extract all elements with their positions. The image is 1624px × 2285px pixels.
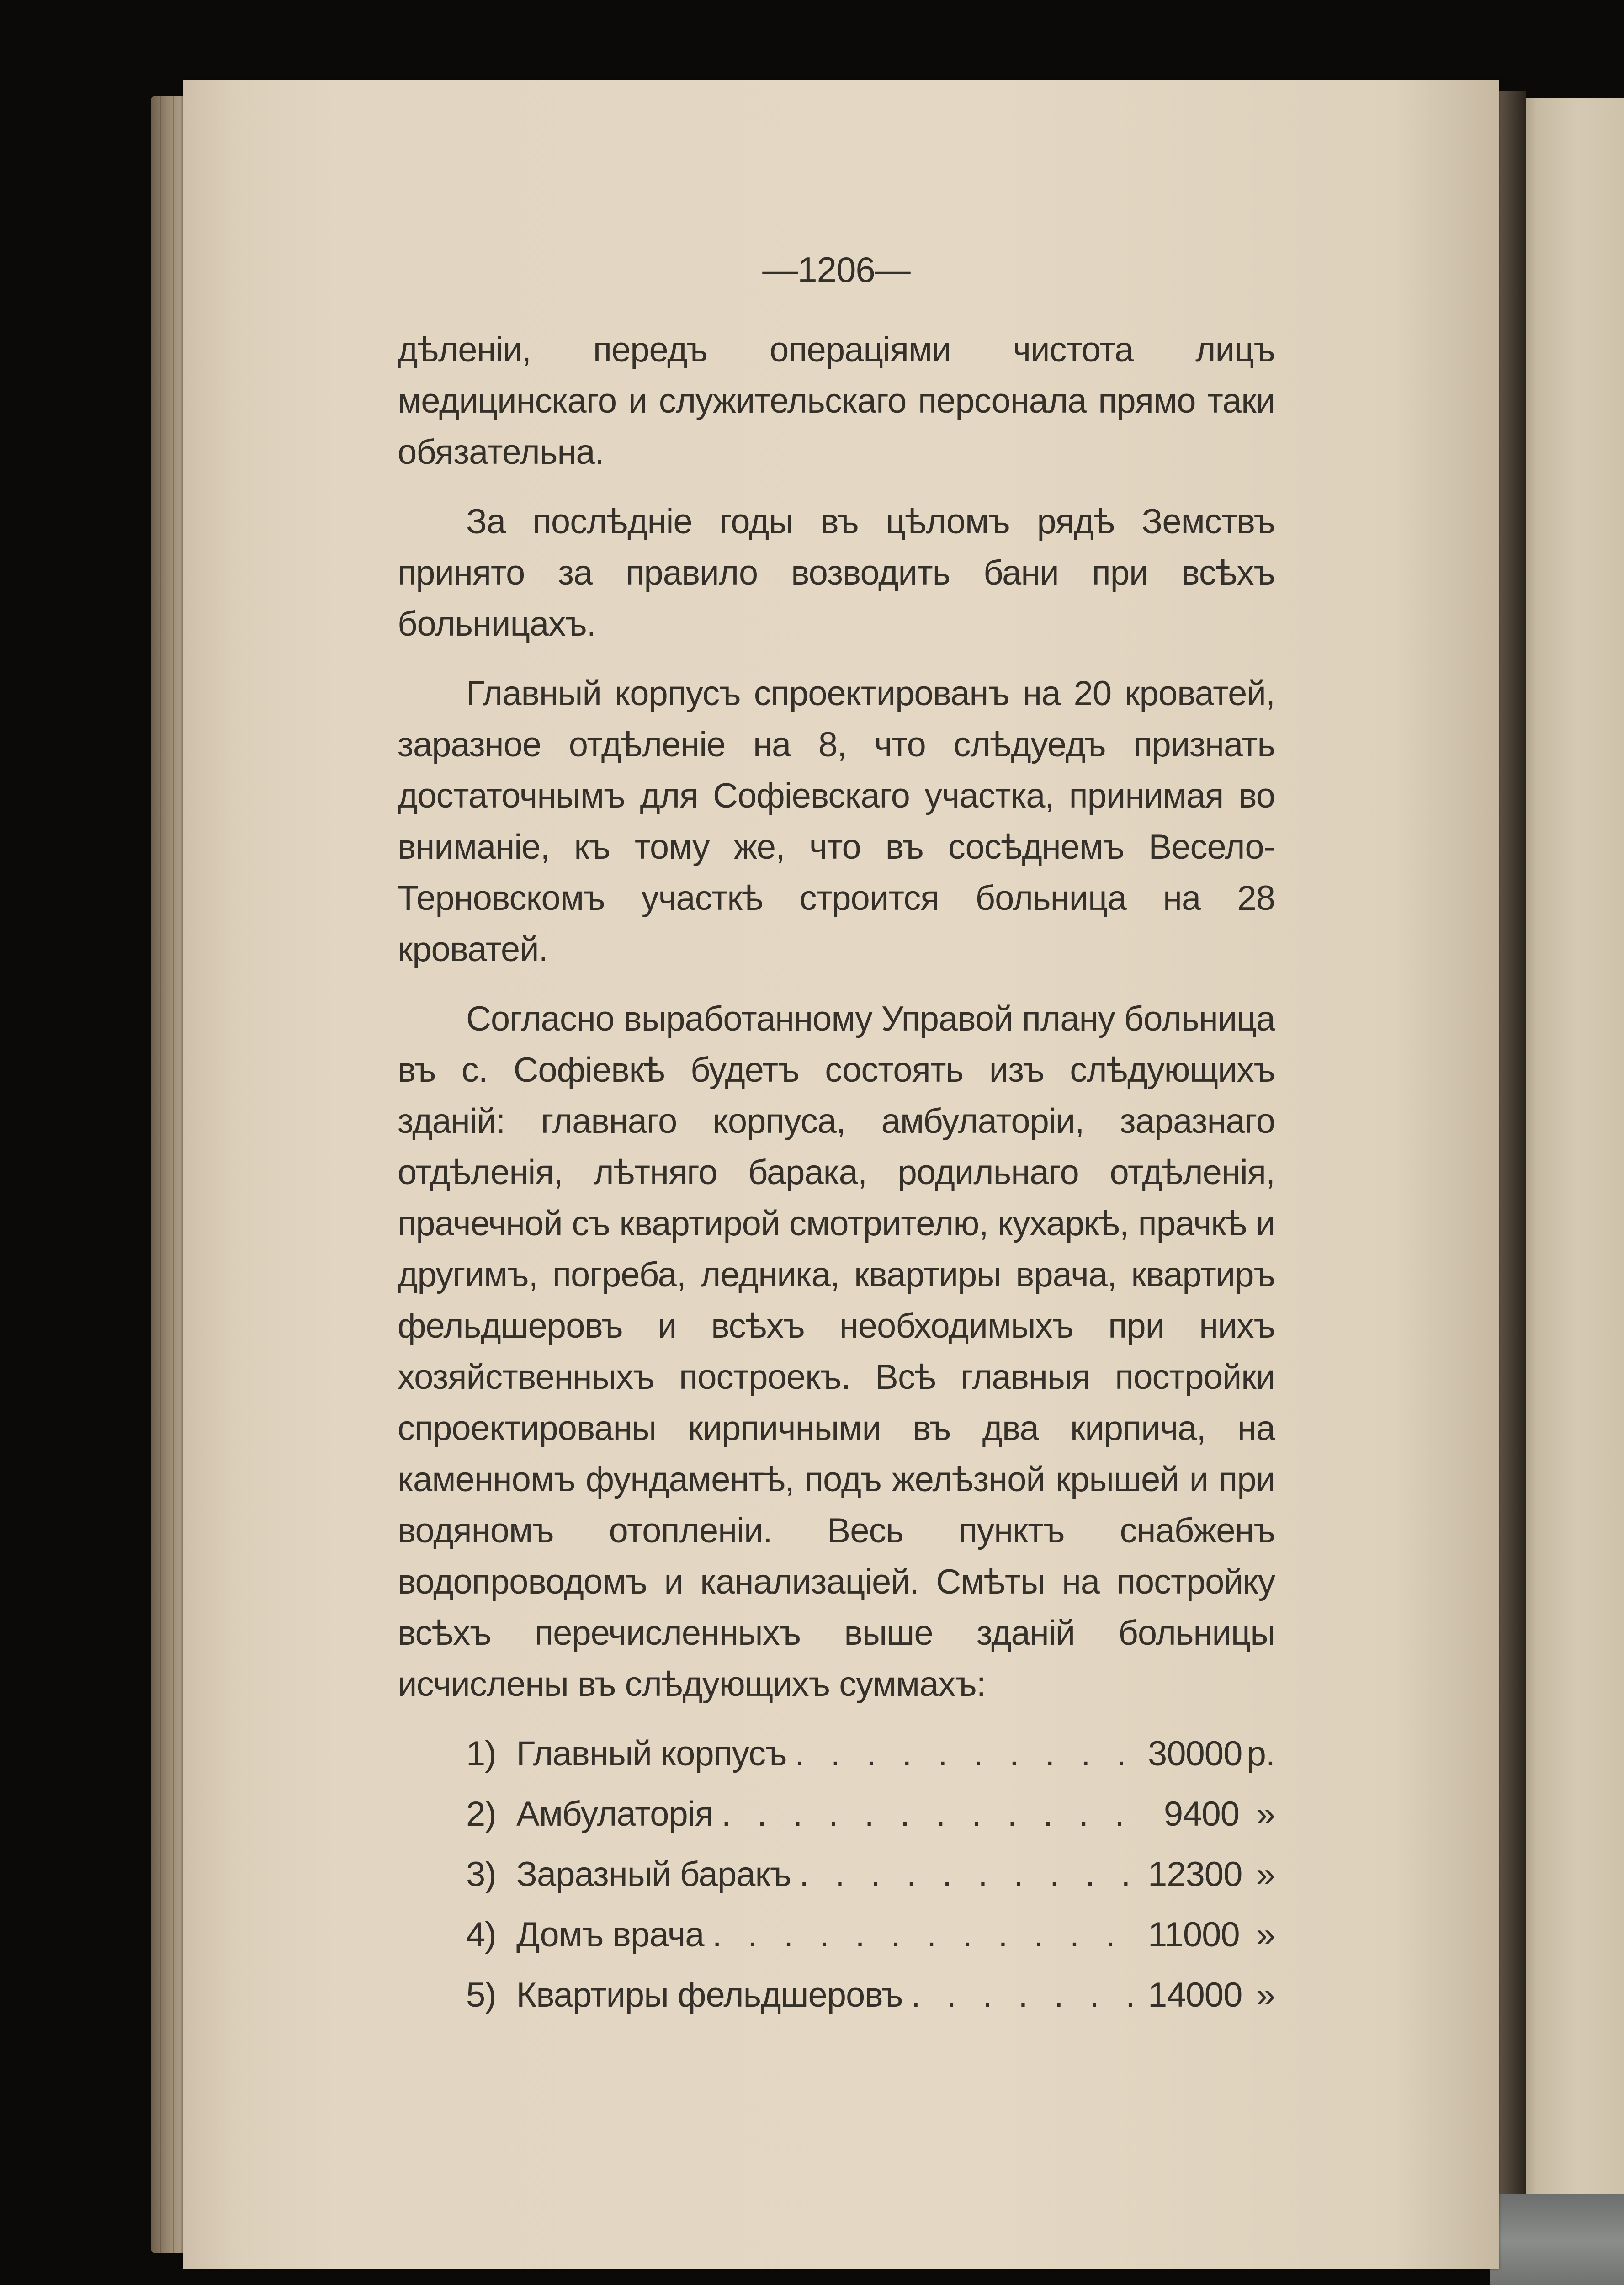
page-content (398, 247, 1275, 2030)
cost-item-number: 1) (466, 1734, 496, 1773)
cost-item-amount: 11000 (1148, 1915, 1240, 1954)
cost-item-number: 5) (466, 1976, 496, 2014)
cost-item-amount: 9400 (1163, 1795, 1239, 1833)
cost-item-unit: » (1256, 1976, 1275, 2014)
dot-leader (722, 1789, 1140, 1840)
cost-item-label: Домъ врача (516, 1915, 704, 1954)
cost-item-amount: 12300 (1148, 1855, 1242, 1894)
cost-item (398, 1849, 1275, 1909)
cost-item-label: Главный корпусъ (516, 1734, 787, 1773)
dot-leader (911, 1970, 1140, 2021)
cost-item (398, 1789, 1275, 1849)
cost-item-number: 2) (466, 1795, 496, 1833)
cost-item (398, 1909, 1275, 1970)
paragraph-2: За послѣдніе годы въ цѣломъ рядѣ Земствъ принято за правило возводить бани при всѣхъ больницахъ. (398, 502, 1275, 643)
binding-cloth (1490, 2194, 1624, 2285)
cost-item-label: Квартиры фельдшеровъ (516, 1976, 903, 2014)
cost-item (398, 1728, 1275, 1789)
cost-item-number: 3) (466, 1855, 496, 1894)
page-number: —1206— (762, 250, 910, 290)
cost-item-unit: » (1256, 1855, 1275, 1894)
dot-leader (799, 1849, 1140, 1900)
cost-item-label: Заразный баракъ (516, 1855, 791, 1894)
dot-leader (795, 1728, 1140, 1780)
cost-item-amount: 30000 (1148, 1734, 1242, 1773)
cost-item-number: 4) (466, 1915, 496, 1954)
cost-item-label: Амбулаторія (516, 1795, 713, 1833)
cost-item (398, 1970, 1275, 2030)
paragraph-4: Согласно выработанному Управой плану больница въ с. Софіевкѣ будетъ состоять изъ слѣдующихъ зданій: главнаго корпуса, амбулаторіи, заразнаго отдѣленія, лѣтняго барака, родильнаго отдѣленія, прачечной съ квартирой смотрителю, кухаркѣ, прачкѣ и другимъ, погреба, ледника, квартиры врача, квартиръ фельдшеровъ и всѣхъ необходимыхъ при нихъ хозяйственныхъ построекъ. Всѣ главныя постройки спроектированы кирпичными въ два кирпича, на каменномъ фундаментѣ, подъ желѣзной крышей и при водяномъ отопленіи. Весь пунктъ снабженъ водопроводомъ и канализаціей. Смѣты на постройку всѣхъ перечисленныхъ выше зданій больницы исчислены въ слѣдующихъ суммахъ: (398, 999, 1275, 1704)
paragraph-3: Главный корпусъ спроектированъ на 20 кроватей, заразное отдѣленіе на 8, что слѣдуедъ признать достаточнымъ для Софіевскаго участка, принимая во вниманіе, къ тому же, что въ сосѣднемъ Весело-Терновскомъ участкѣ строится больница на 28 кроватей. (398, 674, 1275, 969)
cost-item-unit: » (1256, 1795, 1275, 1833)
cost-item-amount: 14000 (1148, 1976, 1242, 2014)
paragraph-1: дѣленіи, передъ операціями чистота лицъ медицинскаго и служительскаго персонала прямо таки обязательна. (398, 330, 1275, 472)
cost-list (398, 1728, 1275, 2030)
cost-item-unit: р. (1247, 1734, 1275, 1773)
dot-leader (712, 1909, 1140, 1961)
cost-item-unit: » (1256, 1915, 1275, 1954)
